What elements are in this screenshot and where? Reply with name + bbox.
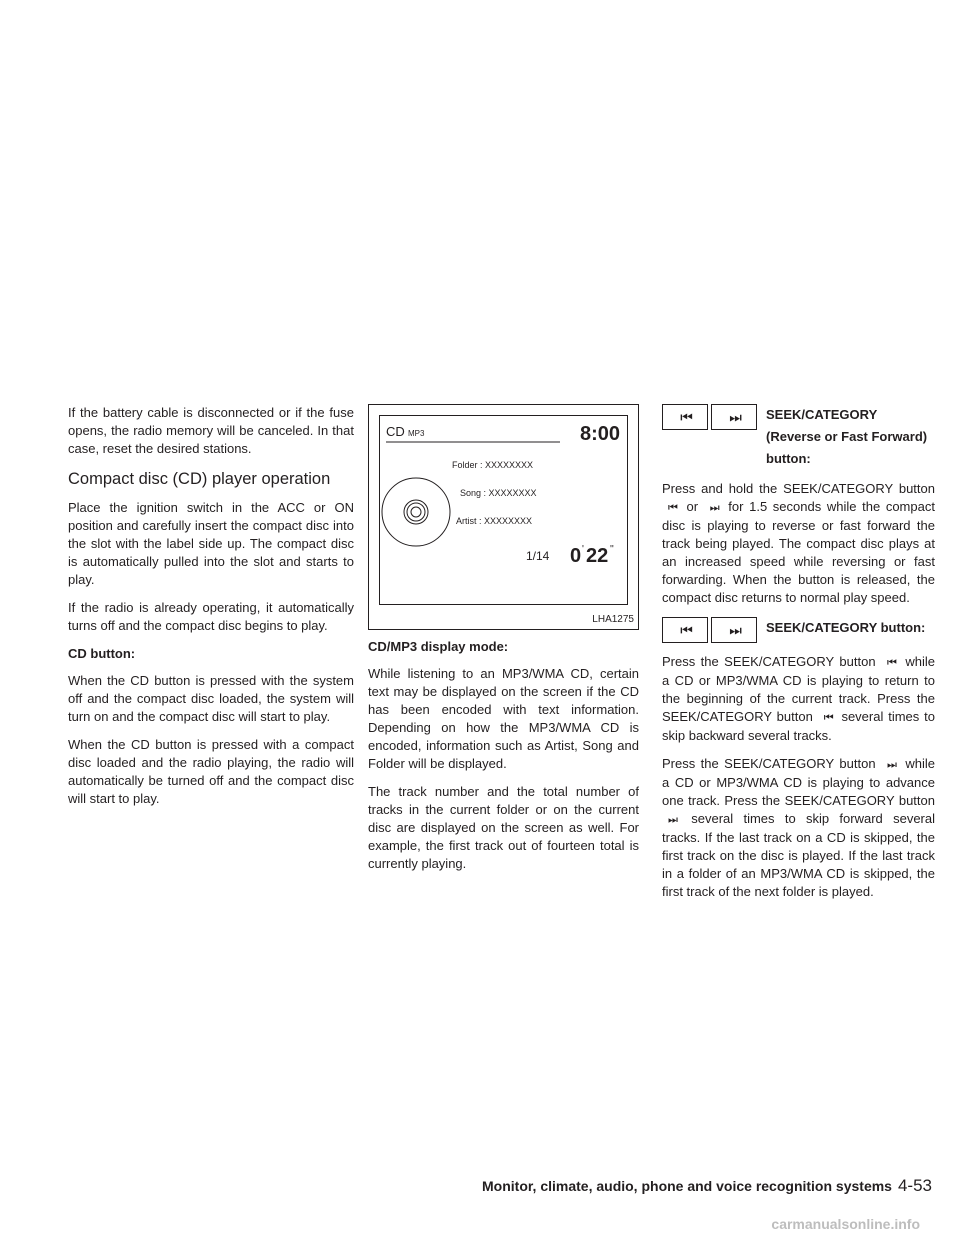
column-middle [368,404,639,883]
seek-fast-paragraph: Press and hold the SEEK/CATEGORY button ⏮ or ⏭ for 1.5 seconds while the compact disc is playing to reverse or fast forward the track being played. The compact disc plays at an increased speed while reversing or fast forwarding. When the button is released, the compact disc returns to normal play speed. [662,481,935,605]
prev-track-icon: ⏮ [662,404,708,430]
seek-fast-heading-block [662,404,935,470]
next-track-icon: ⏭ [668,814,675,826]
cd-paragraph-1: When the CD button is pressed with the system off and the compact disc loaded, the system will turn on and the compact disc will start to play. [68,673,354,724]
svg-text:': ' [582,544,584,555]
seek-fast-heading: SEEK/CATEGORY (Reverse or Fast Forward) button: [766,407,928,466]
seek-paragraph-2: Press the SEEK/CATEGORY button ⏭ while a CD or MP3/WMA CD is playing to advance one track. Press the SEEK/CATEGORY button ⏭ several times to skip forward several tracks. If the last track on a CD is skipped, the first track on the disc is played. If the last track in a folder of an MP3/WMA CD is skipped, the first track of the next folder is played. [662,756,935,899]
song-label: Song : XXXXXXXX [460,488,537,498]
watermark: carmanualsonline.info [771,1216,920,1232]
display-illustration [380,416,627,604]
seek-heading: SEEK/CATEGORY button: [766,620,926,635]
source-label: CD [386,424,405,439]
next-track-icon: ⏭ [711,617,757,643]
folder-label: Folder : XXXXXXXX [452,460,534,470]
figure-id: LHA1275 [592,614,634,625]
battery-paragraph: If the battery cable is disconnected or if the fuse opens, the radio memory will be canceled. In that case, reset the desired stations. [68,405,354,456]
insert-paragraph: Place the ignition switch in the ACC or ON position and carefully insert the compact disc into the slot with the label side up. The compact disc is automatically pulled into the slot and starts to play. [68,500,354,587]
prev-track-icon: ⏮ [887,657,894,669]
prev-track-icon: ⏮ [668,502,675,514]
time-seconds: 22 [586,545,609,567]
clock-label: 8:00 [579,423,620,445]
display-mode-paragraph-2: The track number and the total number of tracks in the current folder or on the current disc are displayed on the screen as well. For example, the first track out of fourteen total is currently playing. [368,784,639,871]
page-number: 4-53 [897,1176,932,1195]
next-track-icon: ⏭ [709,502,717,514]
prev-track-icon: ⏮ [662,617,708,643]
column-left [68,404,354,818]
cd-display-figure [368,404,639,630]
artist-label: Artist : XXXXXXXX [456,516,533,526]
seek-heading-block [662,617,935,643]
display-mode-heading: CD/MP3 display mode: [368,639,509,654]
column-right [662,404,935,911]
footer-section-title: Monitor, climate, audio, phone and voice recognition systems [482,1178,892,1194]
next-track-icon: ⏭ [711,404,757,430]
track-counter: 1/14 [526,549,550,563]
section-heading: Compact disc (CD) player operation [68,470,331,488]
display-mode-paragraph-1: While listening to an MP3/WMA CD, certain text may be displayed on the screen if the CD has been encoded with text information. Depending on how the MP3/WMA CD is encoded, information such as Artist, Song and Folder will be displayed. [368,666,639,771]
display-screen [379,415,628,605]
cd-paragraph-2: When the CD button is pressed with a compact disc loaded and the radio playing, the radio will automatically be turned off and the compact disc will start to play. [68,737,354,806]
page-footer [482,1176,932,1196]
svg-text:'': '' [610,544,614,555]
prev-track-icon: ⏮ [823,712,831,724]
disc-icon [382,478,450,546]
next-track-icon: ⏭ [887,759,894,771]
cd-button-heading: CD button: [68,646,136,661]
radio-paragraph: If the radio is already operating, it automatically turns off and the compact disc begins to play. [68,600,354,633]
format-label: MP3 [408,429,425,438]
time-minutes: 0 [570,545,582,567]
seek-paragraph-1: Press the SEEK/CATEGORY button ⏮ while a CD or MP3/WMA CD is playing to return to the beginning of the current track. Press the SEEK/CATEGORY button ⏮ several times to skip backward several tracks. [662,654,935,743]
